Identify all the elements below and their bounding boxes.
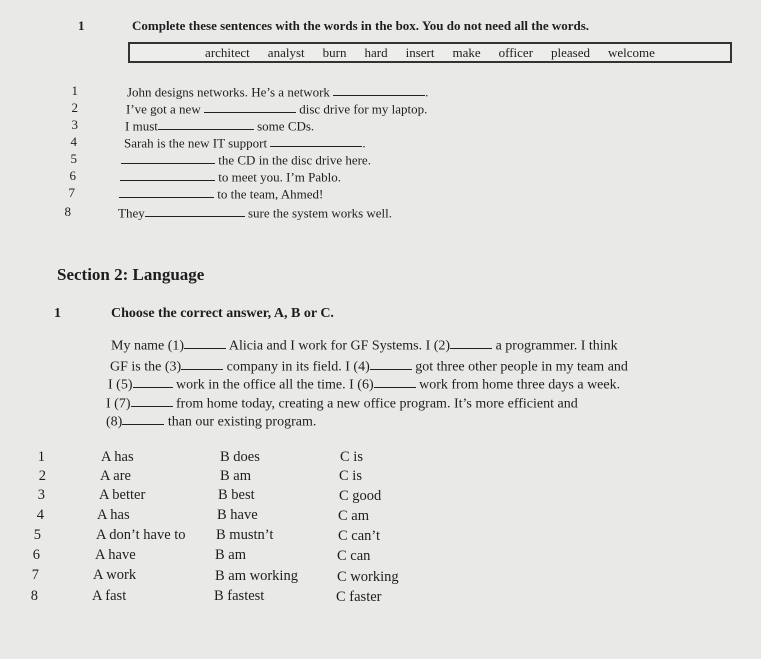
option-row-number: 2 <box>38 468 46 484</box>
sentence-number: 1 <box>71 83 78 98</box>
answer-blank[interactable] <box>121 151 215 164</box>
paragraph-text: My name (1) <box>111 338 185 354</box>
option-b[interactable]: B am working <box>215 568 298 584</box>
answer-blank[interactable] <box>145 204 245 217</box>
option-c[interactable]: C am <box>338 508 370 524</box>
sentence-number: 4 <box>70 134 77 149</box>
sentence-text: . <box>362 135 366 151</box>
answer-blank[interactable] <box>374 374 416 388</box>
sentence-number: 8 <box>64 204 71 219</box>
sentence-7 <box>119 185 323 202</box>
option-a[interactable]: A fast <box>92 588 127 604</box>
sentence-text: to the team, Ahmed! <box>217 186 324 202</box>
sentence-text: They <box>118 205 145 221</box>
answer-blank[interactable] <box>131 393 173 407</box>
sentence-number: 3 <box>71 117 78 132</box>
answer-blank[interactable] <box>370 356 412 370</box>
paragraph-line <box>111 335 618 354</box>
sentence-text: I must <box>125 118 158 134</box>
option-row-number: 7 <box>31 567 39 583</box>
paragraph-text: GF is the (3) <box>110 359 182 375</box>
option-a[interactable]: A has <box>97 507 130 523</box>
paragraph-text: I (7) <box>106 396 131 412</box>
exercise-1-instruction: Complete these sentences with the words in the box. You do not need all the words. <box>132 18 590 33</box>
sentence-text: Sarah is the new IT support <box>124 135 268 151</box>
sentence-3 <box>125 117 314 134</box>
option-row-number: 6 <box>32 547 40 563</box>
word-box <box>128 42 732 63</box>
paragraph-text: from home today, creating a new office program. It’s more efficient and <box>176 396 578 412</box>
word-box-item: welcome <box>608 44 655 60</box>
option-b[interactable]: B does <box>220 449 260 465</box>
option-b[interactable]: B have <box>217 507 258 523</box>
sentence-text: I’ve got a new <box>126 101 201 117</box>
answer-blank[interactable] <box>450 335 492 349</box>
word-box-item: insert <box>405 44 435 60</box>
option-c[interactable]: C is <box>340 449 363 465</box>
option-row-number: 3 <box>37 487 45 503</box>
paragraph-text: a programmer. I think <box>495 338 618 354</box>
option-b[interactable]: B best <box>218 487 255 503</box>
answer-blank[interactable] <box>204 100 296 113</box>
paragraph-text: got three other people in my team and <box>415 359 628 375</box>
answer-blank[interactable] <box>120 168 215 181</box>
option-c[interactable]: C faster <box>336 589 382 605</box>
sentence-text: some CDs. <box>257 118 315 134</box>
sentence-number: 2 <box>71 100 78 115</box>
option-a[interactable]: A don’t have to <box>96 527 186 543</box>
paragraph-line <box>110 356 628 375</box>
sentence-8 <box>118 204 392 221</box>
option-c[interactable]: C can’t <box>338 528 381 544</box>
exercise-number: 1 <box>54 306 61 321</box>
sentence-text: . <box>425 84 429 100</box>
sentence-text: disc drive for my laptop. <box>299 101 428 117</box>
word-box-item: pleased <box>551 44 591 60</box>
paragraph-text: Alicia and I work for GF Systems. I (2) <box>228 338 451 354</box>
answer-blank[interactable] <box>122 411 164 425</box>
exercise-1-number: 1 <box>78 18 85 33</box>
word-box-item: make <box>452 44 481 60</box>
option-a[interactable]: A better <box>99 487 146 503</box>
paragraph-line <box>106 411 316 430</box>
option-row-number: 5 <box>33 527 41 543</box>
option-a[interactable]: A has <box>101 449 134 465</box>
option-c[interactable]: C can <box>337 548 371 564</box>
answer-blank[interactable] <box>181 356 223 370</box>
paragraph-text: work from home three days a week. <box>419 377 621 393</box>
option-a[interactable]: A have <box>95 547 136 563</box>
section-2-title: Section 2: Language <box>57 265 205 284</box>
option-a[interactable]: A are <box>100 468 131 484</box>
paragraph-text: company in its field. I (4) <box>226 359 370 375</box>
word-box-item: analyst <box>267 44 305 60</box>
option-c[interactable]: C good <box>339 488 382 504</box>
paragraph-text: than our existing program. <box>167 414 317 430</box>
option-c[interactable]: C is <box>339 468 362 484</box>
option-b[interactable]: B am <box>215 547 247 563</box>
sentence-4 <box>124 134 366 151</box>
paragraph-line <box>108 374 620 393</box>
option-row-number: 1 <box>37 449 45 465</box>
answer-blank[interactable] <box>133 374 173 388</box>
paragraph-text: I (5) <box>108 377 133 393</box>
option-b[interactable]: B mustn’t <box>216 527 274 543</box>
option-b[interactable]: B am <box>220 468 252 484</box>
option-row-number: 4 <box>36 507 44 523</box>
sentence-number: 7 <box>68 185 75 200</box>
sentence-text: the CD in the disc drive here. <box>218 152 371 168</box>
answer-blank[interactable] <box>333 83 425 96</box>
option-row-number: 8 <box>30 588 38 604</box>
sentence-2 <box>126 100 427 117</box>
word-box-item: hard <box>364 44 388 60</box>
paragraph-text: work in the office all the time. I (6) <box>176 377 374 393</box>
word-box-item: burn <box>322 44 347 60</box>
sentence-text: to meet you. I’m Pablo. <box>218 169 342 185</box>
sentence-5 <box>121 151 371 168</box>
option-c[interactable]: C working <box>337 569 399 585</box>
word-box-item: officer <box>498 44 534 60</box>
sentence-6 <box>120 168 341 185</box>
answer-blank[interactable] <box>184 335 226 349</box>
sentence-number: 6 <box>69 168 76 183</box>
sentence-number: 5 <box>70 151 77 166</box>
paragraph-line <box>106 393 578 412</box>
paragraph-text: (8) <box>106 414 123 430</box>
sentence-text: John designs networks. He’s a network <box>127 84 330 100</box>
sentence-1 <box>127 83 428 100</box>
exercise-instruction: Choose the correct answer, A, B or C. <box>111 306 334 321</box>
option-b[interactable]: B fastest <box>214 588 265 604</box>
answer-blank[interactable] <box>158 117 254 130</box>
sentence-text: sure the system works well. <box>247 205 393 221</box>
word-box-item: architect <box>205 44 250 60</box>
answer-blank[interactable] <box>119 185 214 198</box>
answer-blank[interactable] <box>270 134 362 147</box>
option-a[interactable]: A work <box>93 567 137 583</box>
